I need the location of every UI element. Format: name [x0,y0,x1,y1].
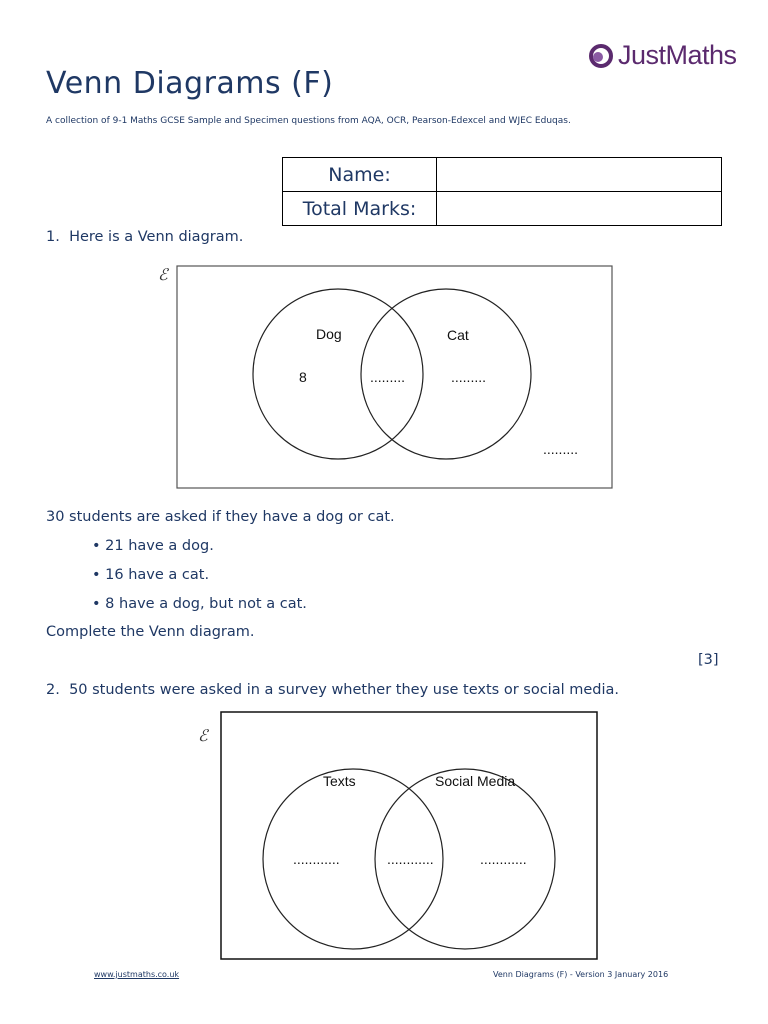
footer-link[interactable]: www.justmaths.co.uk [94,970,180,979]
venn-diagram-1 [150,258,620,493]
question-1-number: 1. [46,229,60,245]
question-2-number: 2. [46,682,60,698]
bullet-item: • 16 have a cat. [92,567,210,583]
question-1-intro: 30 students are asked if they have a dog or cat. [46,509,395,525]
total-marks-field[interactable] [437,192,722,226]
swirl-logo-icon [588,43,614,69]
total-marks-label: Total Marks: [283,192,437,226]
question-1-marks: [3] [698,652,719,668]
universal-set-symbol: ℰ [158,265,168,284]
texts-label: Texts [323,773,356,789]
name-field[interactable] [437,158,722,192]
question-1-prompt: Here is a Venn diagram. [69,229,244,245]
social-media-label: Social Media [435,773,516,789]
question-1-instruction: Complete the Venn diagram. [46,624,255,640]
cat-only-blank[interactable]: ......... [451,369,487,385]
bullet-item: • 8 have a dog, but not a cat. [92,596,307,612]
question-2 [46,682,619,698]
page-title: Venn Diagrams (F) [46,66,334,101]
page-subtitle: A collection of 9-1 Maths GCSE Sample and Specimen questions from AQA, OCR, Pearson-Edexcel and WJEC Eduqas. [46,116,571,126]
cat-label: Cat [447,327,469,343]
universal-set-box [221,712,597,959]
marks-table [282,157,722,226]
question-1 [46,229,243,245]
bullet-item: • 21 have a dog. [92,538,214,554]
name-label: Name: [283,158,437,192]
outside-blank[interactable]: ......... [543,441,579,457]
dog-label: Dog [316,326,342,342]
intersection-blank[interactable]: ......... [370,369,406,385]
footer-version: Venn Diagrams (F) - Version 3 January 2016 [493,970,669,979]
logo-text: JustMaths [618,40,737,70]
universal-set-symbol: ℰ [198,726,208,745]
social-media-only-blank[interactable]: ............ [480,851,527,867]
venn-diagram-2 [195,706,605,962]
brand-logo [588,40,737,71]
question-2-prompt: 50 students were asked in a survey whether they use texts or social media. [69,682,619,698]
texts-only-blank[interactable]: ............ [293,851,340,867]
intersection-blank[interactable]: ............ [387,851,434,867]
dog-only-value: 8 [299,369,307,385]
